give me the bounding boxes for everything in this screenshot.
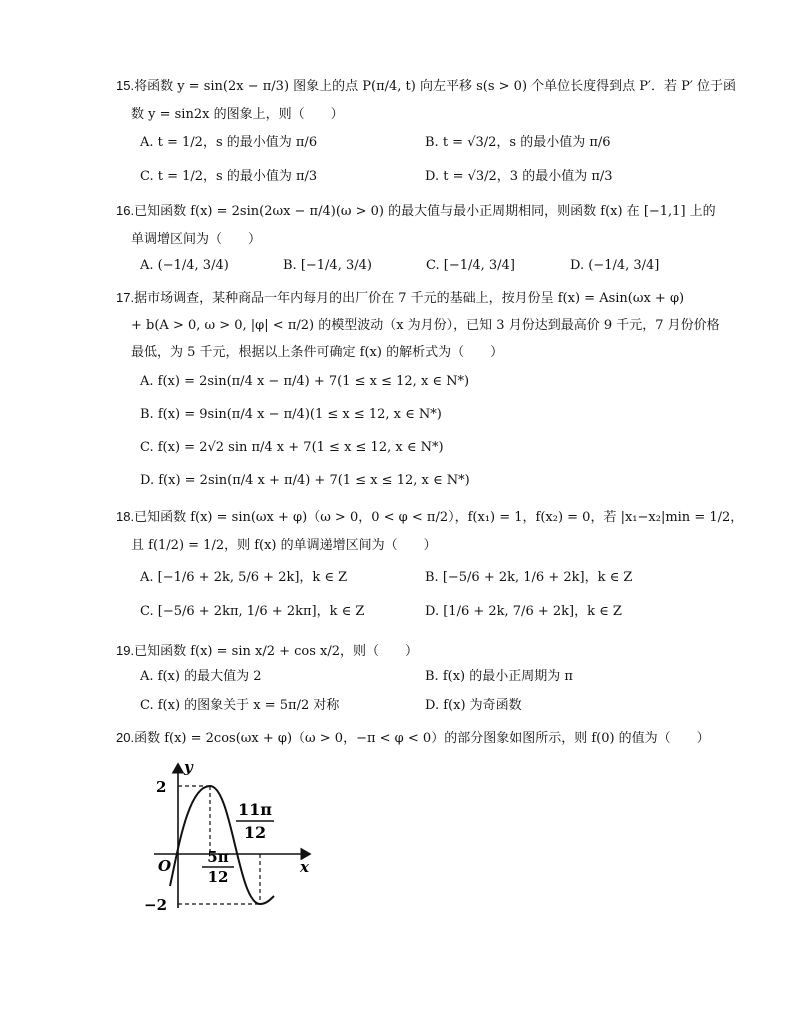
y-max-label: 2 [156, 778, 167, 796]
cosine-graph-figure [140, 758, 330, 918]
q18-option-a[interactable]: A. [−1/6 + 2k, 5/6 + 2k]，k ∈ Z [140, 570, 348, 585]
q16-option-b[interactable]: B. [−1/4, 3/4) [283, 258, 372, 273]
q15-option-a[interactable]: A. t = 1/2，s 的最小值为 π/6 [140, 135, 318, 150]
q16-line2: 单调增区间为（ ） [131, 232, 262, 247]
q17-number: 17. [116, 290, 135, 305]
q19-number: 19. [116, 643, 135, 658]
q19-option-c[interactable]: C. f(x) 的图象关于 x = 5π/2 对称 [140, 698, 340, 713]
q15-option-d[interactable]: D. t = √3/2，3 的最小值为 π/3 [425, 169, 613, 184]
q16-line1: 16.已知函数 f(x) = 2sin(2ωx − π/4)(ω > 0) 的最大值与最小正周期相同，则函数 f(x) 在 [−1,1] 上的 [116, 203, 716, 219]
q18-option-c[interactable]: C. [−5/6 + 2kπ, 1/6 + 2kπ]，k ∈ Z [140, 604, 365, 619]
q16-option-d[interactable]: D. (−1/4, 3/4] [570, 258, 660, 273]
origin-label: O [158, 857, 172, 875]
q15-line2: 数 y = sin2x 的图象上，则（ ） [131, 107, 344, 122]
q17-line1: 17.据市场调查，某种商品一年内每月的出厂价在 7 千元的基础上，按月份呈 f(x) = Asin(ωx + φ) [116, 290, 685, 306]
q15-option-c[interactable]: C. t = 1/2，s 的最小值为 π/3 [140, 169, 318, 184]
q18-line1: 18.已知函数 f(x) = sin(ωx + φ)（ω > 0，0 < φ < π/2），f(x₁) = 1，f(x₂) = 0，若 |x₁−x₂|min = 1/2， [116, 509, 744, 525]
x-tick2-numerator: 11π [238, 800, 272, 819]
q17-option-a[interactable]: A. f(x) = 2sin(π/4 x − π/4) + 7(1 ≤ x ≤ 12, x ∈ N*) [140, 374, 470, 389]
q19-option-b[interactable]: B. f(x) 的最小正周期为 π [425, 669, 573, 684]
x-tick1-denominator: 12 [207, 868, 229, 886]
q20-number: 20. [116, 730, 135, 745]
q17-option-b[interactable]: B. f(x) = 9sin(π/4 x − π/4)(1 ≤ x ≤ 12, x ∈ N*) [140, 407, 442, 422]
x-axis-label: x [300, 858, 309, 876]
q17-line3: 最低，为 5 千元，根据以上条件可确定 f(x) 的解析式为（ ） [131, 345, 504, 360]
q19-option-d[interactable]: D. f(x) 为奇函数 [425, 698, 522, 713]
q18-option-b[interactable]: B. [−5/6 + 2k, 1/6 + 2k]，k ∈ Z [425, 570, 633, 585]
y-min-label: −2 [144, 896, 168, 914]
q20-line1: 20.函数 f(x) = 2cos(ωx + φ)（ω > 0，−π < φ < 0）的部分图象如图所示，则 f(0) 的值为（ ） [116, 730, 710, 746]
q18-line2: 且 f(1/2) = 1/2，则 f(x) 的单调递增区间为（ ） [131, 538, 437, 553]
q18-number: 18. [116, 509, 135, 524]
q16-option-c[interactable]: C. [−1/4, 3/4] [426, 258, 515, 273]
q15-option-b[interactable]: B. t = √3/2，s 的最小值为 π/6 [425, 135, 611, 150]
q19-line1: 19.已知函数 f(x) = sin x/2 + cos x/2，则（ ） [116, 643, 419, 659]
q16-number: 16. [116, 203, 135, 218]
q18-option-d[interactable]: D. [1/6 + 2k, 7/6 + 2k]，k ∈ Z [425, 604, 622, 619]
x-tick1-numerator: 5π [207, 848, 229, 866]
q15-line1: 15.将函数 y = sin(2x − π/3) 图象上的点 P(π/4, t) 向左平移 s(s > 0) 个单位长度得到点 P′．若 P′ 位于函 [116, 78, 736, 94]
q15-number: 15. [116, 78, 135, 93]
q17-option-d[interactable]: D. f(x) = 2sin(π/4 x + π/4) + 7(1 ≤ x ≤ 12, x ∈ N*) [140, 473, 470, 488]
q16-option-a[interactable]: A. (−1/4, 3/4) [140, 258, 229, 273]
y-axis-label: y [184, 758, 193, 776]
q19-option-a[interactable]: A. f(x) 的最大值为 2 [140, 669, 262, 684]
x-tick2-denominator: 12 [243, 823, 267, 842]
q17-option-c[interactable]: C. f(x) = 2√2 sin π/4 x + 7(1 ≤ x ≤ 12, x ∈ N*) [140, 440, 444, 455]
q17-line2: + b(A > 0, ω > 0, |φ| < π/2) 的模型波动（x 为月份），已知 3 月份达到最高价 9 千元，7 月份价格 [131, 318, 720, 333]
